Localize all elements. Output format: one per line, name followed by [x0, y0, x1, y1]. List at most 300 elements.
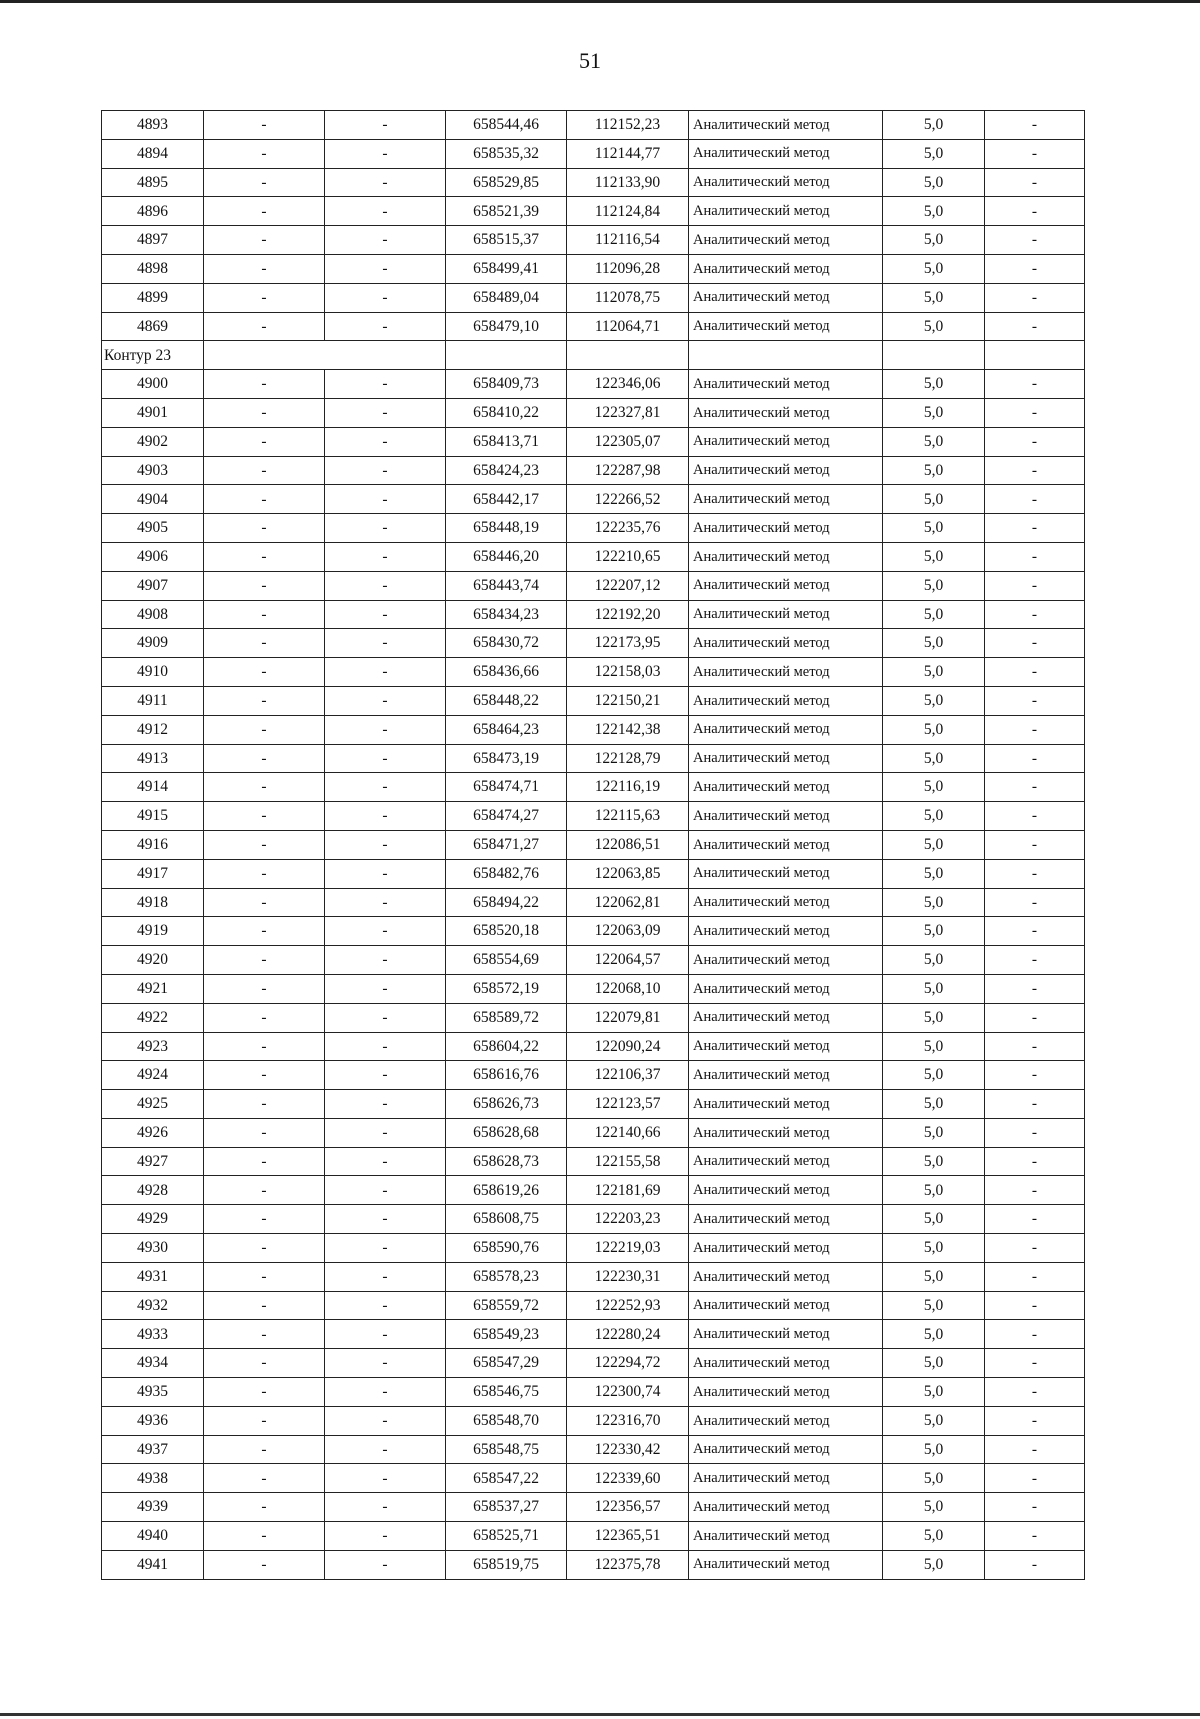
empty-value-cell: -: [204, 197, 325, 226]
point-number-cell: 4919: [102, 917, 204, 946]
table-row: [102, 600, 1085, 629]
x-coordinate-cell: 658628,73: [446, 1147, 567, 1176]
y-coordinate-cell: 122375,78: [567, 1550, 689, 1579]
empty-value-cell: -: [325, 1291, 446, 1320]
table-row: [102, 888, 1085, 917]
accuracy-cell: 5,0: [883, 715, 985, 744]
method-cell: Аналитический метод: [689, 802, 883, 831]
point-number-cell: 4906: [102, 542, 204, 571]
point-number-cell: 4915: [102, 802, 204, 831]
point-number-cell: 4913: [102, 744, 204, 773]
bottom-border-line: [0, 1713, 1200, 1716]
table-row: [102, 456, 1085, 485]
empty-value-cell: -: [204, 1550, 325, 1579]
x-coordinate-cell: 658448,22: [446, 686, 567, 715]
empty-value-cell: -: [985, 600, 1085, 629]
method-cell: Аналитический метод: [689, 1061, 883, 1090]
table-row: [102, 1262, 1085, 1291]
accuracy-cell: 5,0: [883, 1522, 985, 1551]
x-coordinate-cell: 658430,72: [446, 629, 567, 658]
accuracy-cell: 5,0: [883, 283, 985, 312]
y-coordinate-cell: 122305,07: [567, 427, 689, 456]
empty-value-cell: -: [985, 283, 1085, 312]
table-row: [102, 917, 1085, 946]
point-number-cell: 4941: [102, 1550, 204, 1579]
empty-value-cell: -: [985, 398, 1085, 427]
x-coordinate-cell: 658537,27: [446, 1493, 567, 1522]
method-cell: Аналитический метод: [689, 888, 883, 917]
x-coordinate-cell: 658626,73: [446, 1090, 567, 1119]
x-coordinate-cell: 658548,75: [446, 1435, 567, 1464]
point-number-cell: 4930: [102, 1234, 204, 1263]
x-coordinate-cell: 658547,29: [446, 1349, 567, 1378]
empty-value-cell: -: [985, 1205, 1085, 1234]
point-number-cell: 4932: [102, 1291, 204, 1320]
table-row: [102, 1320, 1085, 1349]
empty-value-cell: -: [204, 1406, 325, 1435]
accuracy-cell: 5,0: [883, 1406, 985, 1435]
empty-value-cell: -: [985, 974, 1085, 1003]
empty-value-cell: -: [204, 1320, 325, 1349]
point-number-cell: 4918: [102, 888, 204, 917]
accuracy-cell: 5,0: [883, 1349, 985, 1378]
empty-value-cell: -: [985, 1550, 1085, 1579]
y-coordinate-cell: 122181,69: [567, 1176, 689, 1205]
empty-value-cell: -: [325, 571, 446, 600]
point-number-cell: 4928: [102, 1176, 204, 1205]
y-coordinate-cell: 122150,21: [567, 686, 689, 715]
y-coordinate-cell: 112124,84: [567, 197, 689, 226]
x-coordinate-cell: 658482,76: [446, 859, 567, 888]
method-cell: Аналитический метод: [689, 859, 883, 888]
empty-value-cell: -: [985, 370, 1085, 399]
x-coordinate-cell: 658529,85: [446, 168, 567, 197]
x-coordinate-cell: 658547,22: [446, 1464, 567, 1493]
empty-value-cell: -: [204, 139, 325, 168]
empty-value-cell: -: [325, 1147, 446, 1176]
empty-value-cell: -: [204, 111, 325, 140]
empty-value-cell: -: [325, 226, 446, 255]
empty-value-cell: -: [985, 1320, 1085, 1349]
table-row: [102, 197, 1085, 226]
empty-value-cell: -: [985, 111, 1085, 140]
table-row: [102, 542, 1085, 571]
y-coordinate-cell: 122210,65: [567, 542, 689, 571]
point-number-cell: 4914: [102, 773, 204, 802]
method-cell: Аналитический метод: [689, 1032, 883, 1061]
table-row: [102, 226, 1085, 255]
empty-value-cell: -: [204, 1147, 325, 1176]
y-coordinate-cell: 122203,23: [567, 1205, 689, 1234]
x-coordinate-cell: 658443,74: [446, 571, 567, 600]
empty-value-cell: -: [985, 946, 1085, 975]
table-row: [102, 1090, 1085, 1119]
x-coordinate-cell: 658479,10: [446, 312, 567, 341]
y-coordinate-cell: 122287,98: [567, 456, 689, 485]
empty-value-cell: -: [985, 1032, 1085, 1061]
method-cell: Аналитический метод: [689, 830, 883, 859]
point-number-cell: 4908: [102, 600, 204, 629]
empty-value-cell: -: [985, 859, 1085, 888]
method-cell: Аналитический метод: [689, 1320, 883, 1349]
method-cell: Аналитический метод: [689, 1147, 883, 1176]
empty-value-cell: -: [985, 1234, 1085, 1263]
table-row: [102, 629, 1085, 658]
empty-value-cell: -: [325, 1493, 446, 1522]
empty-value-cell: -: [204, 744, 325, 773]
point-number-cell: 4898: [102, 254, 204, 283]
table-row: [102, 1522, 1085, 1551]
empty-value-cell: -: [325, 542, 446, 571]
method-cell: Аналитический метод: [689, 1262, 883, 1291]
table-row: [102, 254, 1085, 283]
empty-value-cell: -: [325, 974, 446, 1003]
x-coordinate-cell: 658628,68: [446, 1118, 567, 1147]
empty-value-cell: -: [985, 1435, 1085, 1464]
empty-value-cell: -: [325, 917, 446, 946]
empty-value-cell: -: [325, 1378, 446, 1407]
accuracy-cell: 5,0: [883, 1435, 985, 1464]
empty-value-cell: -: [985, 514, 1085, 543]
accuracy-cell: 5,0: [883, 370, 985, 399]
empty-cell: [985, 341, 1085, 370]
method-cell: Аналитический метод: [689, 974, 883, 1003]
point-number-cell: 4938: [102, 1464, 204, 1493]
x-coordinate-cell: 658413,71: [446, 427, 567, 456]
accuracy-cell: 5,0: [883, 802, 985, 831]
x-coordinate-cell: 658471,27: [446, 830, 567, 859]
empty-value-cell: -: [204, 946, 325, 975]
x-coordinate-cell: 658590,76: [446, 1234, 567, 1263]
x-coordinate-cell: 658559,72: [446, 1291, 567, 1320]
point-number-cell: 4912: [102, 715, 204, 744]
method-cell: Аналитический метод: [689, 1234, 883, 1263]
y-coordinate-cell: 122123,57: [567, 1090, 689, 1119]
empty-cell: [689, 341, 883, 370]
method-cell: Аналитический метод: [689, 1176, 883, 1205]
empty-value-cell: -: [325, 600, 446, 629]
point-number-cell: 4923: [102, 1032, 204, 1061]
method-cell: Аналитический метод: [689, 1378, 883, 1407]
y-coordinate-cell: 122252,93: [567, 1291, 689, 1320]
table-row: [102, 686, 1085, 715]
x-coordinate-cell: 658442,17: [446, 485, 567, 514]
method-cell: Аналитический метод: [689, 370, 883, 399]
accuracy-cell: 5,0: [883, 168, 985, 197]
empty-cell: [567, 341, 689, 370]
accuracy-cell: 5,0: [883, 312, 985, 341]
y-coordinate-cell: 122086,51: [567, 830, 689, 859]
point-number-cell: 4940: [102, 1522, 204, 1551]
table-row: [102, 744, 1085, 773]
point-number-cell: 4916: [102, 830, 204, 859]
accuracy-cell: 5,0: [883, 974, 985, 1003]
x-coordinate-cell: 658589,72: [446, 1003, 567, 1032]
empty-value-cell: -: [325, 168, 446, 197]
empty-value-cell: -: [204, 168, 325, 197]
x-coordinate-cell: 658521,39: [446, 197, 567, 226]
empty-value-cell: -: [204, 254, 325, 283]
empty-value-cell: -: [204, 1061, 325, 1090]
point-number-cell: 4926: [102, 1118, 204, 1147]
table-row: [102, 514, 1085, 543]
empty-value-cell: -: [325, 1435, 446, 1464]
method-cell: Аналитический метод: [689, 1493, 883, 1522]
empty-value-cell: -: [204, 1349, 325, 1378]
contour-label: Контур 23: [102, 341, 204, 370]
y-coordinate-cell: 122235,76: [567, 514, 689, 543]
empty-cell: [883, 341, 985, 370]
empty-value-cell: -: [325, 830, 446, 859]
empty-value-cell: -: [325, 283, 446, 312]
table-row: [102, 168, 1085, 197]
empty-value-cell: -: [325, 802, 446, 831]
empty-value-cell: -: [325, 859, 446, 888]
y-coordinate-cell: 122173,95: [567, 629, 689, 658]
empty-value-cell: -: [325, 686, 446, 715]
accuracy-cell: 5,0: [883, 658, 985, 687]
point-number-cell: 4897: [102, 226, 204, 255]
accuracy-cell: 5,0: [883, 1378, 985, 1407]
empty-value-cell: -: [325, 1320, 446, 1349]
empty-value-cell: -: [204, 1032, 325, 1061]
x-coordinate-cell: 658434,23: [446, 600, 567, 629]
accuracy-cell: 5,0: [883, 888, 985, 917]
method-cell: Аналитический метод: [689, 600, 883, 629]
table-row: [102, 1032, 1085, 1061]
y-coordinate-cell: 122090,24: [567, 1032, 689, 1061]
accuracy-cell: 5,0: [883, 111, 985, 140]
method-cell: Аналитический метод: [689, 1291, 883, 1320]
empty-value-cell: -: [325, 1550, 446, 1579]
x-coordinate-cell: 658608,75: [446, 1205, 567, 1234]
table-row: [102, 312, 1085, 341]
table-row: [102, 485, 1085, 514]
table-row: [102, 1176, 1085, 1205]
point-number-cell: 4895: [102, 168, 204, 197]
y-coordinate-cell: 122064,57: [567, 946, 689, 975]
accuracy-cell: 5,0: [883, 1493, 985, 1522]
table-row: [102, 1291, 1085, 1320]
accuracy-cell: 5,0: [883, 859, 985, 888]
x-coordinate-cell: 658549,23: [446, 1320, 567, 1349]
y-coordinate-cell: 112133,90: [567, 168, 689, 197]
empty-value-cell: -: [204, 1234, 325, 1263]
x-coordinate-cell: 658578,23: [446, 1262, 567, 1291]
point-number-cell: 4905: [102, 514, 204, 543]
empty-value-cell: -: [325, 946, 446, 975]
accuracy-cell: 5,0: [883, 254, 985, 283]
method-cell: Аналитический метод: [689, 1349, 883, 1378]
point-number-cell: 4901: [102, 398, 204, 427]
point-number-cell: 4924: [102, 1061, 204, 1090]
table-row: [102, 571, 1085, 600]
point-number-cell: 4900: [102, 370, 204, 399]
method-cell: Аналитический метод: [689, 744, 883, 773]
y-coordinate-cell: 112064,71: [567, 312, 689, 341]
empty-value-cell: -: [204, 571, 325, 600]
empty-value-cell: -: [985, 1349, 1085, 1378]
empty-value-cell: -: [325, 1234, 446, 1263]
empty-value-cell: -: [985, 917, 1085, 946]
empty-value-cell: -: [204, 888, 325, 917]
empty-value-cell: -: [204, 1435, 325, 1464]
accuracy-cell: 5,0: [883, 571, 985, 600]
method-cell: Аналитический метод: [689, 283, 883, 312]
accuracy-cell: 5,0: [883, 1262, 985, 1291]
point-number-cell: 4927: [102, 1147, 204, 1176]
empty-value-cell: -: [985, 1464, 1085, 1493]
x-coordinate-cell: 658448,19: [446, 514, 567, 543]
empty-value-cell: -: [985, 1378, 1085, 1407]
empty-cell: [204, 341, 446, 370]
table-row: [102, 1234, 1085, 1263]
method-cell: Аналитический метод: [689, 946, 883, 975]
y-coordinate-cell: 122063,85: [567, 859, 689, 888]
table-row: [102, 1349, 1085, 1378]
x-coordinate-cell: 658548,70: [446, 1406, 567, 1435]
empty-value-cell: -: [985, 542, 1085, 571]
empty-value-cell: -: [204, 226, 325, 255]
point-number-cell: 4920: [102, 946, 204, 975]
empty-value-cell: -: [325, 1118, 446, 1147]
empty-value-cell: -: [204, 686, 325, 715]
method-cell: Аналитический метод: [689, 485, 883, 514]
point-number-cell: 4935: [102, 1378, 204, 1407]
x-coordinate-cell: 658473,19: [446, 744, 567, 773]
accuracy-cell: 5,0: [883, 1061, 985, 1090]
empty-value-cell: -: [204, 802, 325, 831]
empty-value-cell: -: [325, 1205, 446, 1234]
accuracy-cell: 5,0: [883, 542, 985, 571]
empty-value-cell: -: [204, 830, 325, 859]
empty-value-cell: -: [325, 398, 446, 427]
x-coordinate-cell: 658436,66: [446, 658, 567, 687]
accuracy-cell: 5,0: [883, 773, 985, 802]
x-coordinate-cell: 658525,71: [446, 1522, 567, 1551]
method-cell: Аналитический метод: [689, 398, 883, 427]
table-row: [102, 1493, 1085, 1522]
empty-value-cell: -: [204, 456, 325, 485]
empty-value-cell: -: [985, 197, 1085, 226]
empty-value-cell: -: [204, 600, 325, 629]
empty-value-cell: -: [985, 1262, 1085, 1291]
x-coordinate-cell: 658464,23: [446, 715, 567, 744]
x-coordinate-cell: 658544,46: [446, 111, 567, 140]
empty-value-cell: -: [325, 1262, 446, 1291]
table-row: [102, 802, 1085, 831]
point-number-cell: 4933: [102, 1320, 204, 1349]
accuracy-cell: 5,0: [883, 398, 985, 427]
x-coordinate-cell: 658535,32: [446, 139, 567, 168]
empty-value-cell: -: [325, 629, 446, 658]
table-row: [102, 427, 1085, 456]
accuracy-cell: 5,0: [883, 1003, 985, 1032]
accuracy-cell: 5,0: [883, 629, 985, 658]
empty-value-cell: -: [985, 1003, 1085, 1032]
accuracy-cell: 5,0: [883, 1032, 985, 1061]
empty-value-cell: -: [985, 139, 1085, 168]
method-cell: Аналитический метод: [689, 254, 883, 283]
method-cell: Аналитический метод: [689, 1464, 883, 1493]
y-coordinate-cell: 122300,74: [567, 1378, 689, 1407]
y-coordinate-cell: 122115,63: [567, 802, 689, 831]
table-row: [102, 1003, 1085, 1032]
empty-value-cell: -: [985, 629, 1085, 658]
empty-value-cell: -: [325, 1349, 446, 1378]
empty-value-cell: -: [325, 1032, 446, 1061]
method-cell: Аналитический метод: [689, 514, 883, 543]
point-number-cell: 4893: [102, 111, 204, 140]
table-row: [102, 773, 1085, 802]
empty-value-cell: -: [325, 773, 446, 802]
empty-value-cell: -: [325, 1090, 446, 1119]
empty-value-cell: -: [325, 744, 446, 773]
accuracy-cell: 5,0: [883, 744, 985, 773]
table-row: [102, 1378, 1085, 1407]
empty-value-cell: -: [204, 1205, 325, 1234]
method-cell: Аналитический метод: [689, 1522, 883, 1551]
accuracy-cell: 5,0: [883, 1464, 985, 1493]
empty-value-cell: -: [985, 1147, 1085, 1176]
empty-value-cell: -: [204, 1090, 325, 1119]
page-number: 51: [579, 48, 601, 73]
empty-value-cell: -: [985, 1406, 1085, 1435]
empty-value-cell: -: [985, 1176, 1085, 1205]
accuracy-cell: 5,0: [883, 1176, 985, 1205]
x-coordinate-cell: 658489,04: [446, 283, 567, 312]
y-coordinate-cell: 122356,57: [567, 1493, 689, 1522]
empty-value-cell: -: [985, 571, 1085, 600]
x-coordinate-cell: 658515,37: [446, 226, 567, 255]
empty-value-cell: -: [204, 485, 325, 514]
accuracy-cell: 5,0: [883, 1205, 985, 1234]
table-row: [102, 1464, 1085, 1493]
y-coordinate-cell: 122219,03: [567, 1234, 689, 1263]
table-row: [102, 1435, 1085, 1464]
method-cell: Аналитический метод: [689, 658, 883, 687]
method-cell: Аналитический метод: [689, 168, 883, 197]
empty-value-cell: -: [985, 1291, 1085, 1320]
point-number-cell: 4939: [102, 1493, 204, 1522]
empty-value-cell: -: [204, 1522, 325, 1551]
x-coordinate-cell: 658604,22: [446, 1032, 567, 1061]
x-coordinate-cell: 658474,27: [446, 802, 567, 831]
empty-value-cell: -: [325, 370, 446, 399]
accuracy-cell: 5,0: [883, 1320, 985, 1349]
y-coordinate-cell: 122339,60: [567, 1464, 689, 1493]
method-cell: Аналитический метод: [689, 139, 883, 168]
y-coordinate-cell: 122330,42: [567, 1435, 689, 1464]
table-row: [102, 1147, 1085, 1176]
accuracy-cell: 5,0: [883, 427, 985, 456]
method-cell: Аналитический метод: [689, 1090, 883, 1119]
method-cell: Аналитический метод: [689, 111, 883, 140]
empty-value-cell: -: [985, 773, 1085, 802]
empty-value-cell: -: [985, 1522, 1085, 1551]
x-coordinate-cell: 658572,19: [446, 974, 567, 1003]
table-row: [102, 370, 1085, 399]
table-row: [102, 283, 1085, 312]
table-row: [102, 658, 1085, 687]
y-coordinate-cell: 122155,58: [567, 1147, 689, 1176]
x-coordinate-cell: 658446,20: [446, 542, 567, 571]
method-cell: Аналитический метод: [689, 715, 883, 744]
x-coordinate-cell: 658546,75: [446, 1378, 567, 1407]
method-cell: Аналитический метод: [689, 427, 883, 456]
empty-value-cell: -: [985, 1493, 1085, 1522]
accuracy-cell: 5,0: [883, 946, 985, 975]
